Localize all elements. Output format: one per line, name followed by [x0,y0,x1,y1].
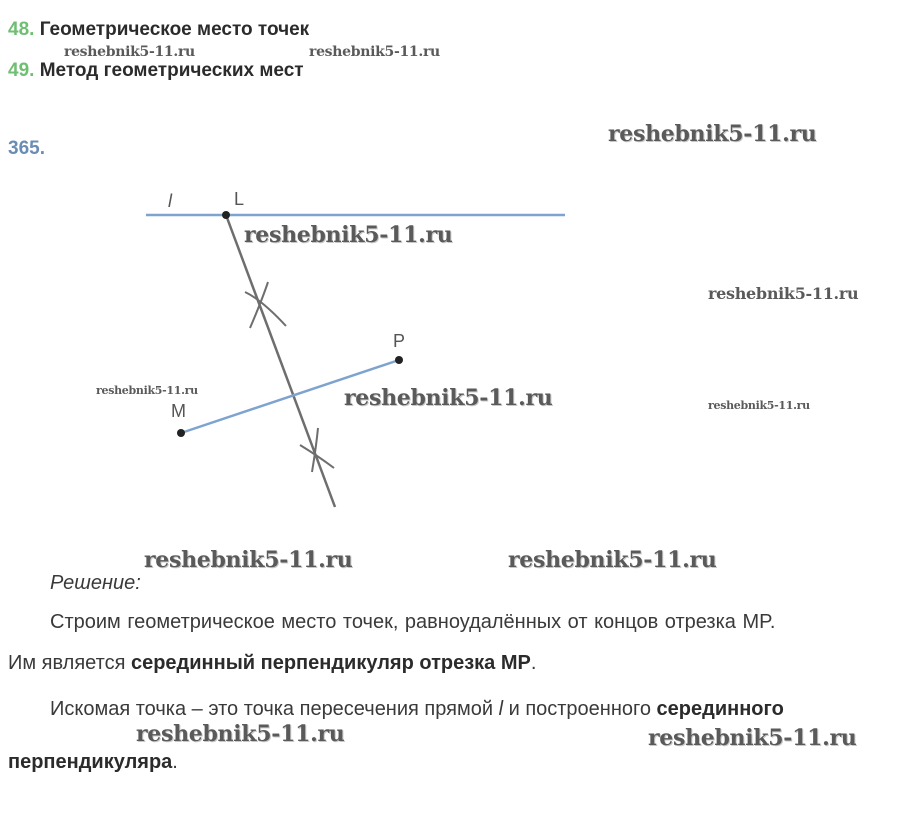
section-number: 49. [8,60,35,81]
watermark: reshebnik5-11.ru [96,384,198,397]
watermark: reshebnik5-11.ru [144,547,353,573]
text-run: . [172,751,178,773]
point-m [177,429,185,437]
bold-term: перпендикуляра [8,751,173,773]
solution-paragraph-2 [8,652,536,675]
solution-paragraph-3 [50,698,784,721]
watermark: reshebnik5-11.ru [244,222,453,248]
section-number: 48. [8,19,35,40]
section-title: Геометрическое место точек [39,19,310,40]
watermark: reshebnik5-11.ru [648,725,857,751]
watermark: reshebnik5-11.ru [708,284,859,303]
solution-paragraph-1: Строим геометрическое место точек, равноудалённых от концов отрезка MP. [50,611,776,633]
bold-term: серединный перпендикуляр отрезка MP [130,652,531,674]
watermark: reshebnik5-11.ru [608,121,817,147]
bold-term: серединного [656,698,784,720]
point-p [395,356,403,364]
watermark: reshebnik5-11.ru [136,721,345,747]
task-number: 365. [8,138,45,159]
text-run: Искомая точка – это точка пересечения прямой [50,698,499,720]
point-l [222,211,230,219]
watermark: reshebnik5-11.ru [508,547,717,573]
text-run: Им является [8,652,131,674]
line-l-label: l [168,191,172,211]
perpendicular-bisector [226,215,335,507]
watermark: reshebnik5-11.ru [309,44,440,60]
point-l-label: L [234,189,245,209]
text-run: и построенного [503,698,657,720]
point-m-label: M [171,401,186,421]
watermark: reshebnik5-11.ru [64,44,195,60]
solution-paragraph-3-continued [8,751,178,774]
compass-arc-lower [300,445,334,468]
watermark: reshebnik5-11.ru [344,385,553,411]
line-symbol: l [498,698,504,720]
solution-heading: Решение: [50,572,141,594]
watermark: reshebnik5-11.ru [708,399,810,412]
point-p-label: P [393,331,406,351]
section-title: Метод геометрических мест [39,60,304,81]
text-run: . [530,652,537,674]
